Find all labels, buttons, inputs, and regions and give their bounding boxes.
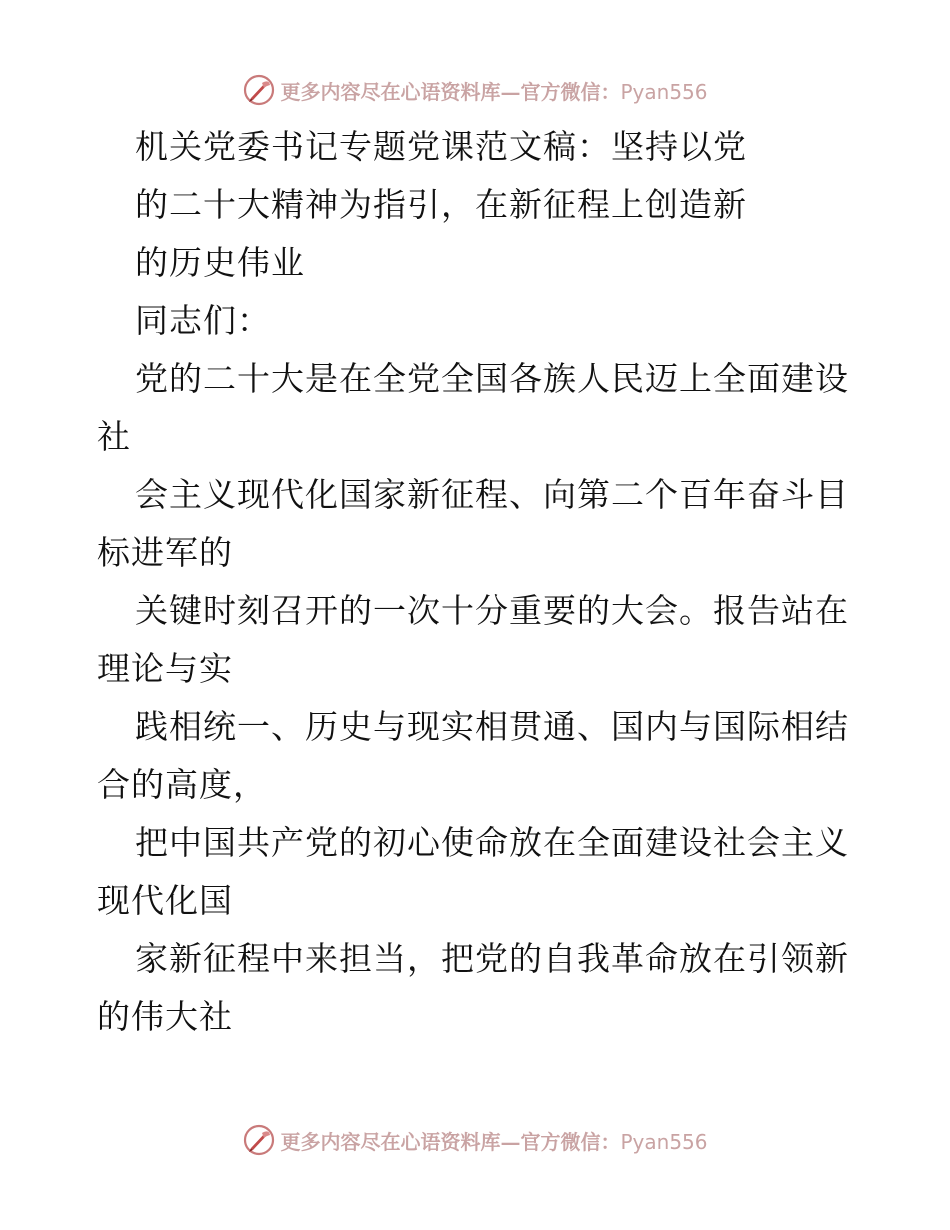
body-line: 理论与实	[97, 649, 233, 688]
body-line: 家新征程中来担当，把党的自我革命放在引领新	[135, 939, 849, 978]
body-line: 社	[97, 417, 131, 456]
title-line: 机关党委书记专题党课范文稿：坚持以党	[135, 127, 747, 166]
watermark-text: 更多内容尽在心语资料库—官方微信：Pyan556	[280, 79, 708, 104]
header-watermark	[0, 70, 950, 110]
title-line: 的二十大精神为指引，在新征程上创造新	[135, 185, 747, 224]
title-line: 的历史伟业	[135, 243, 305, 282]
body-line: 的伟大社	[97, 997, 233, 1036]
quill-pen-icon	[242, 1123, 276, 1157]
quill-pen-icon	[242, 73, 276, 107]
footer-watermark	[0, 1120, 950, 1160]
document-body	[97, 118, 857, 1046]
watermark-text: 更多内容尽在心语资料库—官方微信：Pyan556	[280, 1129, 708, 1154]
body-line: 标进军的	[97, 533, 233, 572]
body-line: 现代化国	[97, 881, 233, 920]
body-line: 关键时刻召开的一次十分重要的大会。报告站在	[135, 591, 849, 630]
body-line: 把中国共产党的初心使命放在全面建设社会主义	[135, 823, 849, 862]
body-line: 会主义现代化国家新征程、向第二个百年奋斗目	[135, 475, 849, 514]
watermark-handle: Pyan556	[620, 79, 708, 104]
body-paragraph	[97, 350, 857, 1046]
body-line: 践相统一、历史与现实相贯通、国内与国际相结	[135, 707, 849, 746]
body-line: 合的高度，	[97, 765, 267, 804]
watermark-handle: Pyan556	[620, 1129, 708, 1154]
body-line: 党的二十大是在全党全国各族人民迈上全面建设	[135, 359, 849, 398]
salutation: 同志们：	[135, 301, 271, 340]
